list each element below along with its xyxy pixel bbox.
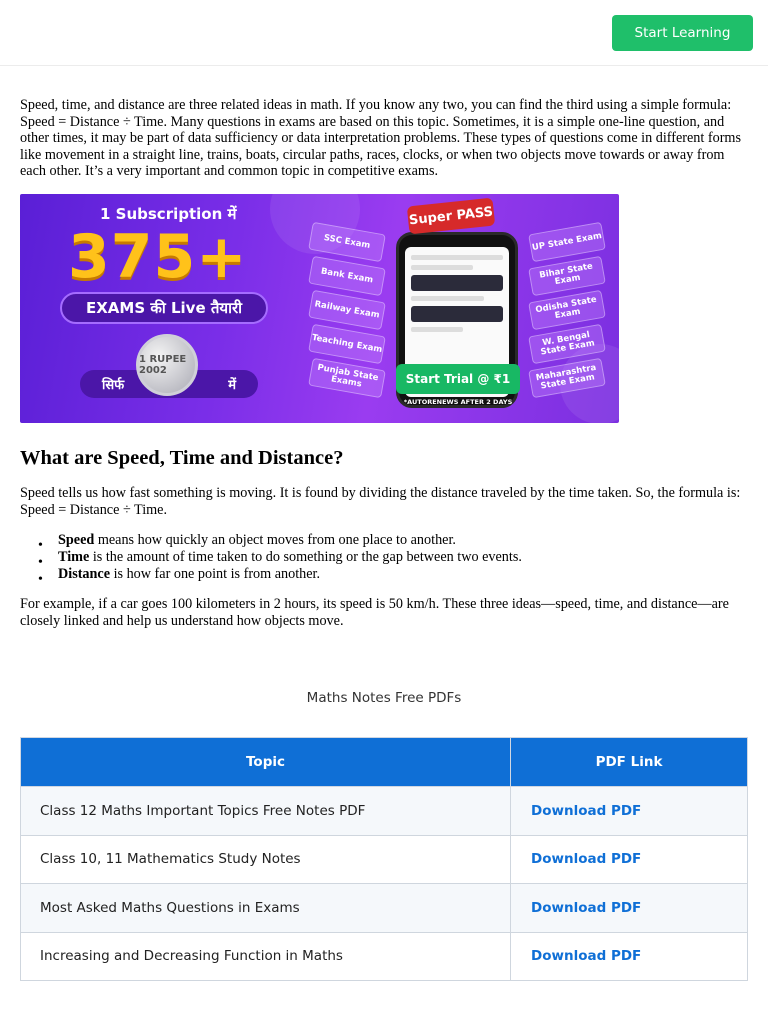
notes-table (20, 737, 748, 981)
top-bar (0, 0, 768, 66)
list-term: Distance (58, 566, 111, 582)
example-paragraph: For example, if a car goes 100 kilometers in 2 hours, its speed is 50 km/h. These three ideas—speed, time, and distance—are closely linked and help us understand how objects move. (20, 596, 729, 629)
link-cell (511, 787, 748, 836)
list-item (38, 566, 738, 583)
link-cell (511, 932, 748, 981)
start-learning-button[interactable]: Start Learning (612, 15, 753, 51)
autorenew-note: *AUTORENEWS AFTER 2 DAYS (403, 398, 513, 406)
exam-card: W. Bengal State Exam (528, 324, 606, 364)
table-row (21, 835, 748, 884)
exam-card: Bihar State Exam (528, 256, 606, 296)
table-row (21, 932, 748, 981)
start-trial-button[interactable]: Start Trial @ ₹1 (396, 364, 520, 394)
list-term: Speed (58, 532, 95, 548)
download-pdf-link[interactable]: Download PDF (531, 802, 642, 819)
column-header-pdf-link: PDF Link (511, 738, 748, 787)
exam-card: Bank Exam (308, 256, 386, 296)
banner-exam-list-right (530, 228, 604, 392)
table-header-row (21, 738, 748, 787)
banner-subscription-text: 1 Subscription में (100, 205, 237, 223)
list-text: is the amount of time taken to do something or the gap between two events. (89, 549, 522, 565)
download-pdf-link[interactable]: Download PDF (531, 851, 642, 868)
promo-banner[interactable] (20, 194, 619, 423)
banner-me-text: में (228, 378, 236, 393)
list-item (38, 532, 738, 549)
list-item (38, 549, 738, 566)
exam-card: Teaching Exam (308, 324, 386, 364)
download-pdf-link[interactable]: Download PDF (531, 899, 642, 916)
topic-cell: Class 12 Maths Important Topics Free Notes PDF (21, 787, 511, 836)
list-text: means how quickly an object moves from one place to another. (94, 532, 456, 548)
list-text: is how far one point is from another. (110, 566, 321, 582)
definition-paragraph: Speed tells us how fast something is moving. It is found by dividing the distance traveled by the time taken. So, the formula is: Speed = Distance ÷ Time. (20, 485, 741, 518)
link-cell (511, 835, 748, 884)
exam-card: Railway Exam (308, 290, 386, 330)
banner-exams-pill: EXAMS की Live तैयारी (60, 292, 268, 324)
topic-cell: Class 10, 11 Mathematics Study Notes (21, 835, 511, 884)
download-pdf-link[interactable]: Download PDF (531, 948, 642, 965)
table-caption: Maths Notes Free PDFs (306, 690, 462, 706)
topic-cell: Most Asked Maths Questions in Exams (21, 884, 511, 933)
section-heading: What are Speed, Time and Distance? (20, 447, 344, 469)
banner-exam-count: 375+ (68, 222, 248, 292)
link-cell (511, 884, 748, 933)
exam-card: UP State Exam (528, 222, 606, 262)
exam-card: SSC Exam (308, 222, 386, 262)
table-row (21, 884, 748, 933)
table-row (21, 787, 748, 836)
definition-list (38, 532, 738, 583)
banner-sirf-text: सिर्फ (102, 378, 125, 393)
rupee-coin-icon: 1 RUPEE 2002 (136, 334, 198, 396)
banner-exam-list-left (310, 228, 384, 392)
exam-card: Maharashtra State Exam (528, 358, 606, 398)
super-pass-logo: Super PASS (407, 198, 495, 235)
topic-cell: Increasing and Decreasing Function in Maths (21, 932, 511, 981)
exam-card: Punjab State Exams (308, 358, 386, 398)
exam-card: Odisha State Exam (528, 290, 606, 330)
column-header-topic: Topic (21, 738, 511, 787)
intro-paragraph: Speed, time, and distance are three related ideas in math. If you know any two, you can find the third using a simple formula: Speed = Distance ÷ Time. Many questions in exams are based on this topic. Sometimes, it is a simple one-line question, and other times, it may be part of data sufficiency or data interpretation problems. These types of questions come in different forms like movement in a straight line, trains, boats, circular paths, races, clocks, or when two objects move towards or away from each other. It’s a very important and common topic in competitive exams. (20, 97, 741, 180)
list-term: Time (58, 549, 90, 565)
